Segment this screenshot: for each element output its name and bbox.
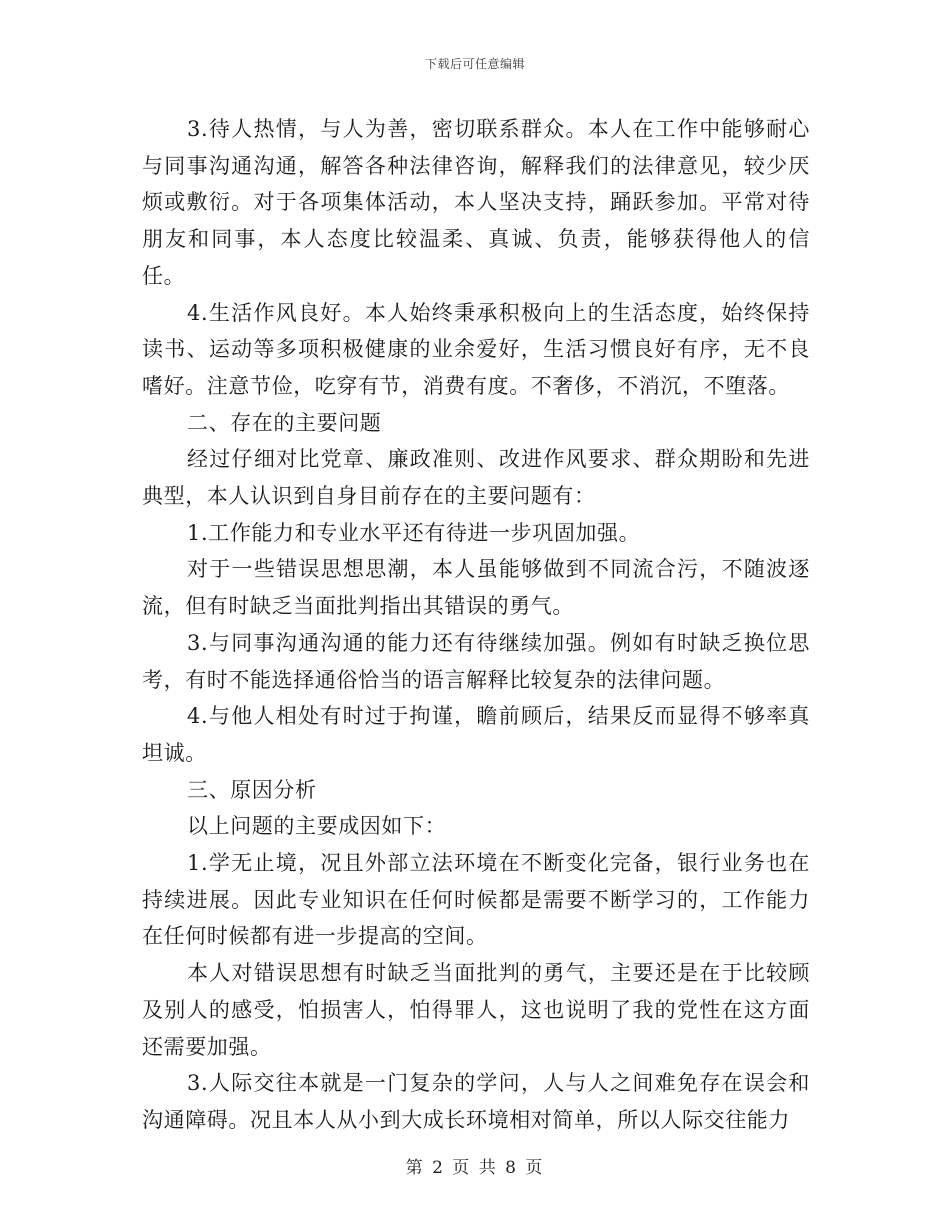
paragraph-problems-intro: 经过仔细对比党章、廉政准则、改进作风要求、群众期盼和先进典型，本人认识到自身目前存在的主要问题有： [142, 447, 810, 509]
paragraph-causes-intro: 以上问题的主要成因如下： [187, 814, 447, 839]
section-heading-main-problems: 二、存在的主要问题 [187, 410, 382, 435]
paragraph-cause-1: 1.学无止境，况且外部立法环境在不断变化完备，银行业务也在持续进展。因此专业知识在任何时候都是需要不断学习的，工作能力在任何时候都有进一步提高的空间。 [142, 851, 810, 949]
paragraph-item-3-warmth: 3.待人热情，与人为善，密切联系群众。本人在工作中能够耐心与同事沟通沟通，解答各种法律咨询，解释我们的法律意见，较少厌烦或敷衍。对于各项集体活动，本人坚决支持，踊跃参加。平常对待朋友和同事，本人态度比较温柔、真诚、负责，能够获得他人的信任。 [142, 117, 810, 288]
paragraph-item-4-lifestyle: 4.生活作风良好。本人始终秉承积极向上的生活态度，始终保持读书、运动等多项积极健康的业余爱好，生活习惯良好有序，无不良嗜好。注意节俭，吃穿有节，消费有度。不奢侈，不消沉，不堕落。 [142, 300, 810, 398]
section-heading-cause-analysis: 三、原因分析 [187, 777, 317, 802]
document-body [142, 111, 810, 1139]
paragraph-cause-3: 3.人际交往本就是一门复杂的学问，人与人之间难免存在误会和沟通障碍。况且本人从小到大成长环境相对简单，所以人际交往能力 [142, 1071, 810, 1132]
paragraph-problem-3: 3.与同事沟通沟通的能力还有待继续加强。例如有时缺乏换位思考，有时不能选择通俗恰当的语言解释比较复杂的法律问题。 [142, 630, 810, 692]
page-number-footer: 第 2 页 共 8 页 [405, 1158, 545, 1178]
page-header-note: 下载后可任意编辑 [424, 57, 525, 71]
paragraph-problem-2: 对于一些错误思想思潮，本人虽能够做到不同流合污，不随波逐流，但有时缺乏当面批判指出其错误的勇气。 [142, 557, 810, 619]
paragraph-problem-1: 1.工作能力和专业水平还有待进一步巩固加强。 [187, 520, 641, 545]
paragraph-problem-4: 4.与他人相处有时过于拘谨，瞻前顾后，结果反而显得不够率真坦诚。 [142, 704, 810, 765]
paragraph-cause-2: 本人对错误思想有时缺乏当面批判的勇气，主要还是在于比较顾及别人的感受，怕损害人，怕得罪人，这也说明了我的党性在这方面还需要加强。 [142, 961, 810, 1059]
